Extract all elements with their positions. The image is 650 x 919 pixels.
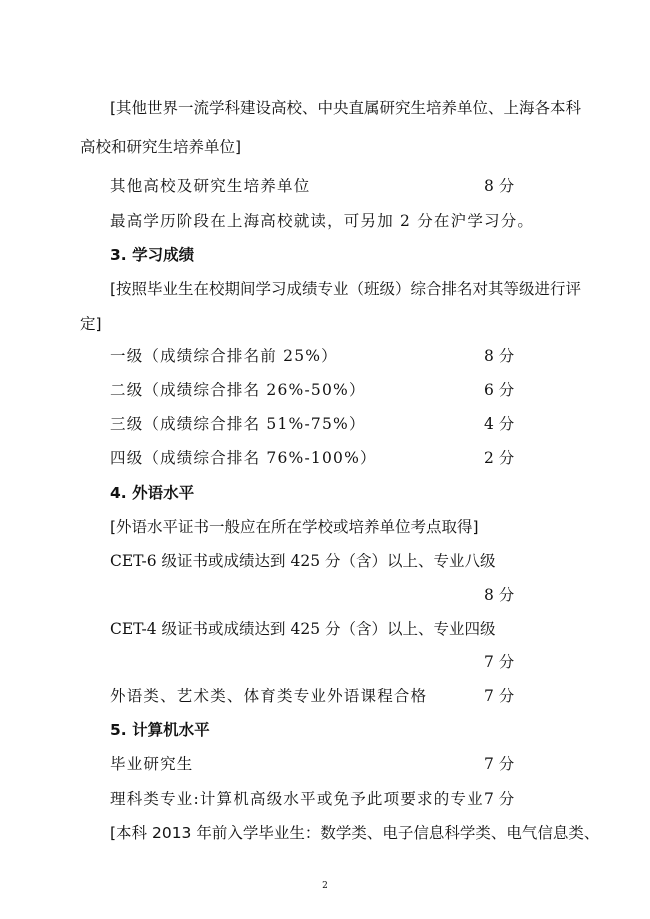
score-row-label: 一级（成绩综合排名前 25%） [110, 347, 338, 365]
note-line: 高校和研究生培养单位] [80, 138, 242, 156]
score-row-label: 四级（成绩综合排名 76%-100%） [110, 449, 377, 467]
score-row-value: 4 分 [484, 415, 515, 433]
note-line: [按照毕业生在校期间学习成绩专业（班级）综合排名对其等级进行评 [110, 280, 582, 298]
section-heading: 3. 学习成绩 [110, 246, 195, 264]
note-line: [外语水平证书一般应在所在学校或培养单位考点取得] [110, 518, 479, 536]
score-row-label: 二级（成绩综合排名 26%-50%） [110, 381, 366, 399]
score-row-value: 6 分 [484, 381, 515, 399]
section-heading: 5. 计算机水平 [110, 721, 210, 739]
score-row-label: 外语类、艺术类、体育类专业外语课程合格 [110, 687, 428, 705]
score-row-label: 三级（成绩综合排名 51%-75%） [110, 415, 366, 433]
note-line: 定] [80, 315, 102, 333]
score-row-label: CET-4 级证书或成绩达到 425 分（含）以上、专业四级 [110, 620, 496, 638]
score-row-value: 8 分 [484, 347, 515, 365]
score-row-value: 8 分 [484, 177, 515, 195]
score-row-value: 7 分 [484, 755, 515, 773]
score-row-value: 7 分 [484, 790, 515, 808]
score-row-label: CET-6 级证书或成绩达到 425 分（含）以上、专业八级 [110, 552, 496, 570]
score-row-label: 毕业研究生 [110, 755, 194, 773]
score-row-label: 其他高校及研究生培养单位 [110, 177, 311, 195]
page-number: 2 [322, 881, 328, 891]
score-row-label: 理科类专业:计算机高级水平或免予此项要求的专业 [110, 790, 484, 808]
score-row-value: 7 分 [484, 653, 515, 671]
score-row-value: 8 分 [484, 586, 515, 604]
section-heading: 4. 外语水平 [110, 484, 195, 502]
note-line: [本科 2013 年前入学毕业生：数学类、电子信息科学类、电气信息类、 [110, 824, 600, 842]
score-row-value: 7 分 [484, 687, 515, 705]
score-row-value: 2 分 [484, 449, 515, 467]
extra-note: 最高学历阶段在上海高校就读，可另加 2 分在沪学习分。 [110, 212, 535, 230]
note-line: [其他世界一流学科建设高校、中央直属研究生培养单位、上海各本科 [110, 99, 582, 117]
